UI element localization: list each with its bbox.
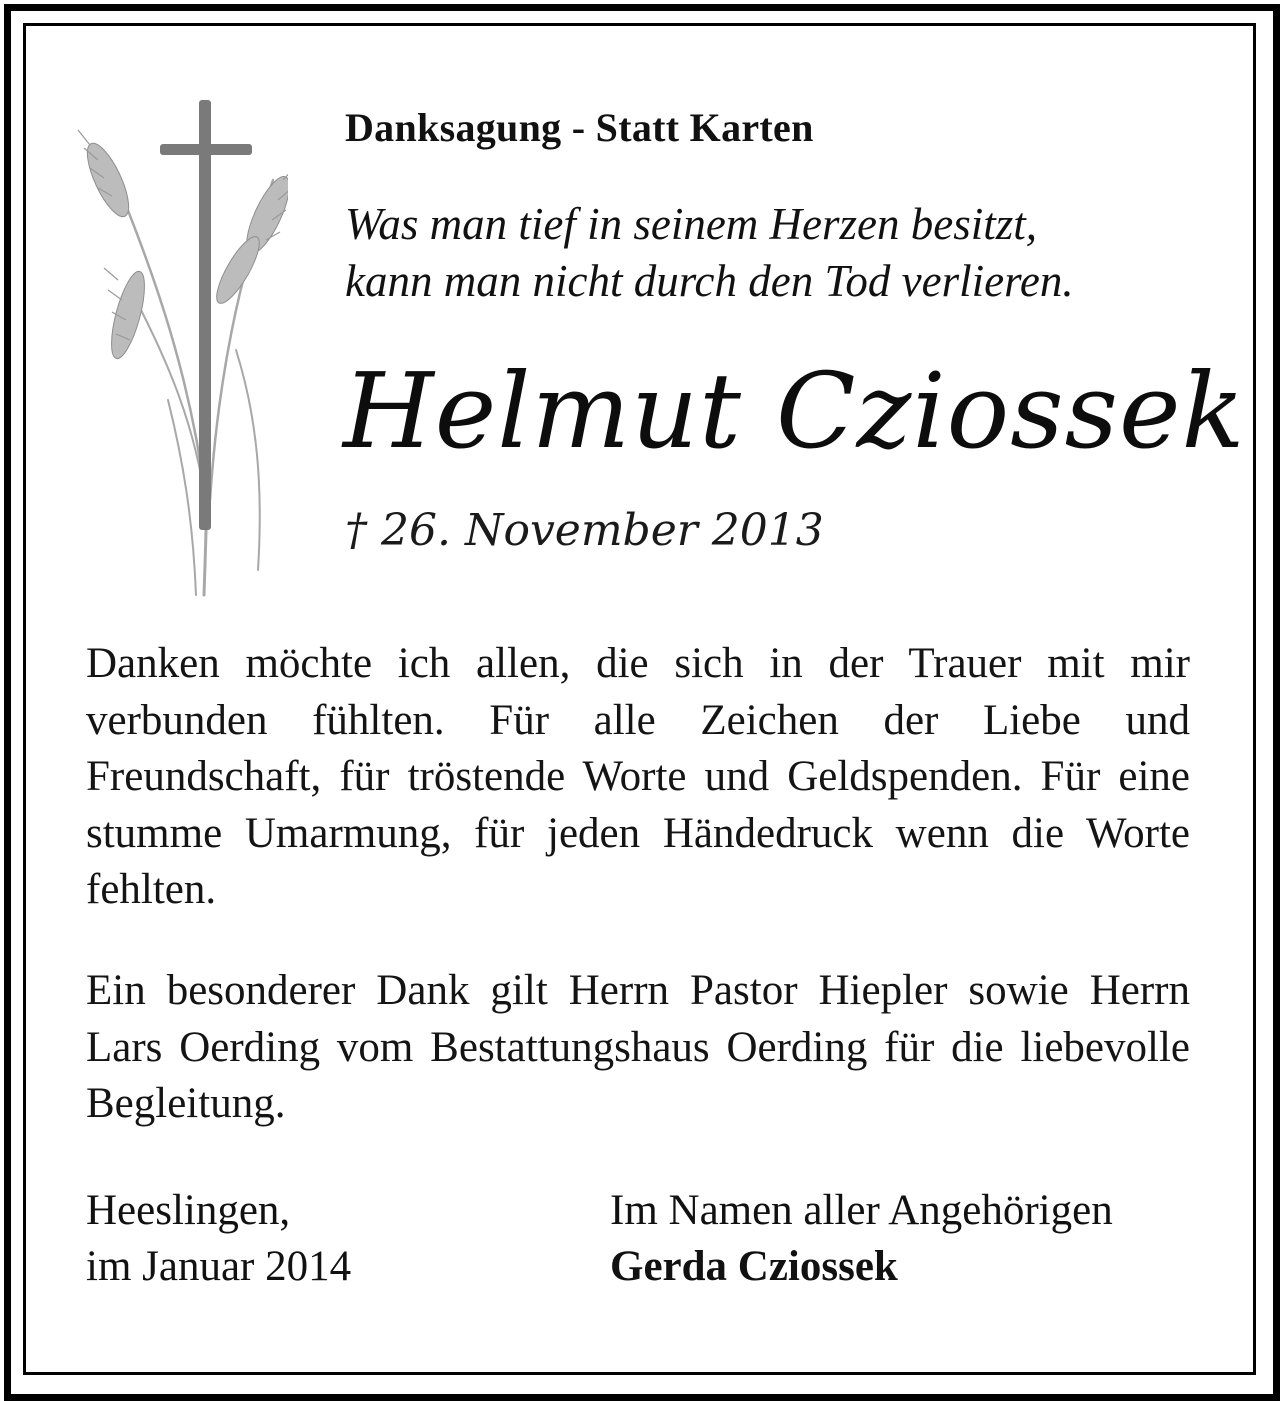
death-date: † 26. November 2013 (345, 505, 824, 556)
signature-intro: Im Namen aller Angehörigen (610, 1187, 1113, 1234)
special-thanks-paragraph: Ein besonderer Dank gilt Herrn Pastor Hiepler sowie Herrn Lars Oerding vom Bestattungshaus Oerding für die liebevolle Begleitung. (86, 967, 1190, 1127)
quote-line: Was man tief in seinem Herzen besitzt, (345, 199, 1038, 249)
memorial-quote (345, 196, 1074, 310)
place: Heeslingen, (86, 1187, 291, 1234)
signer-name: Gerda Cziossek (610, 1243, 898, 1290)
deceased-name: Helmut Cziossek (343, 350, 1246, 472)
notice-heading: Danksagung - Statt Karten (345, 105, 814, 150)
cross-with-wheat-icon (68, 100, 288, 600)
date: im Januar 2014 (86, 1243, 352, 1290)
thanks-paragraph: Danken möchte ich allen, die sich in der Trauer mit mir verbunden fühlten. Für alle Zeichen der Liebe und Freundschaft, für tröstende Worte und Geldspenden. Für eine stumme Umarmung, für jeden Händedruck wenn die Worte fehlten. (86, 640, 1190, 913)
signature-block (610, 1183, 1113, 1295)
place-and-date (86, 1183, 351, 1295)
quote-line: kann man nicht durch den Tod verlieren. (345, 256, 1074, 306)
